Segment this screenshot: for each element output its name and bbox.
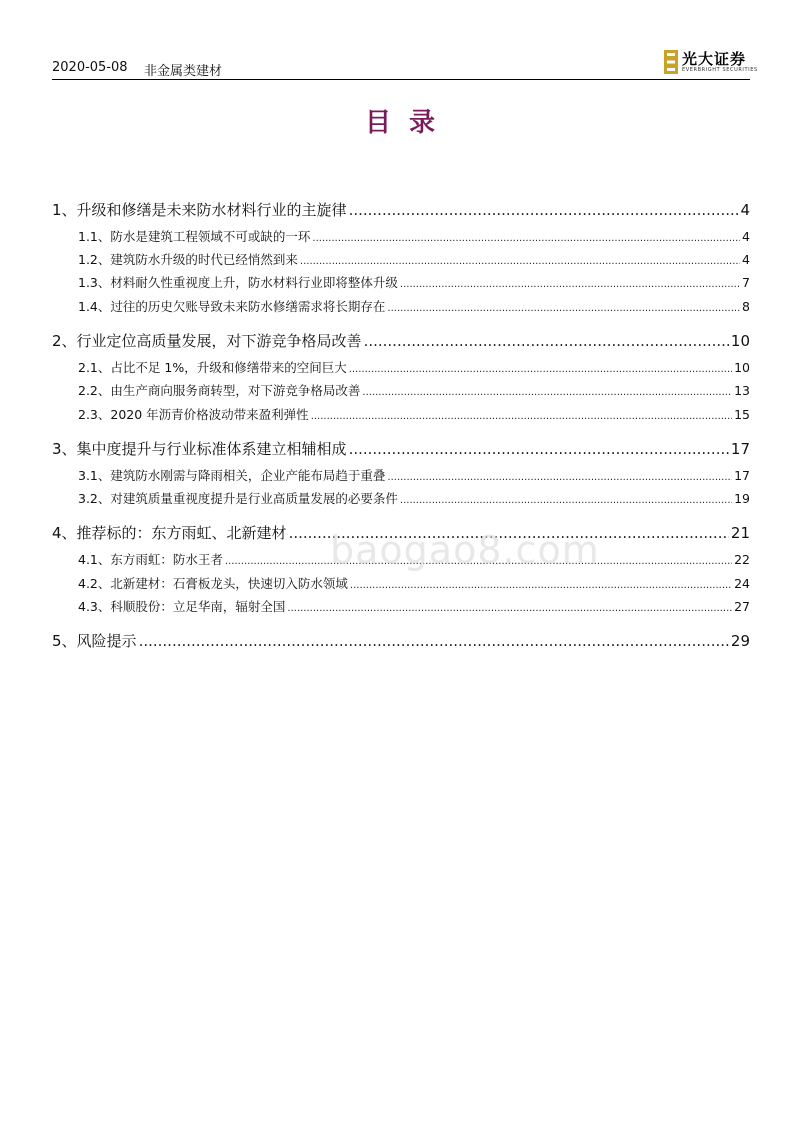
toc-entry-1-4[interactable] — [78, 297, 750, 315]
toc-page: 7 — [742, 275, 750, 290]
header-divider — [52, 79, 750, 80]
toc-number: 1.2、 — [78, 252, 111, 267]
toc-text: 对建筑质量重视度提升是行业高质量发展的必要条件 — [110, 491, 398, 506]
toc-leader-dots — [400, 279, 740, 290]
page-header — [52, 58, 750, 78]
toc-number: 4、 — [52, 524, 77, 542]
toc-number: 2.2、 — [78, 383, 111, 398]
toc-leader-dots — [362, 387, 732, 398]
toc-text: 集中度提升与行业标准体系建立相辅相成 — [76, 440, 347, 458]
everbright-logo-icon — [664, 50, 678, 74]
toc-entry-1[interactable] — [52, 199, 750, 220]
toc-text: 风险提示 — [76, 632, 137, 650]
toc-entry-2-1[interactable] — [78, 358, 750, 376]
toc-entry-3-2[interactable] — [78, 489, 750, 507]
toc-page: 4 — [742, 229, 750, 244]
toc-text: 防水是建筑工程领域不可或缺的一环 — [110, 229, 311, 244]
page-title: 目录 — [364, 108, 453, 138]
toc-page: 4 — [742, 252, 750, 267]
toc-entry-3[interactable] — [52, 438, 750, 459]
toc-entry-2-3[interactable] — [78, 405, 750, 423]
everbright-logo — [664, 48, 758, 78]
toc-page: 15 — [734, 407, 750, 422]
toc-text: 占比不足 1%，升级和修缮带来的空间巨大 — [110, 360, 347, 375]
toc-number: 1、 — [52, 201, 77, 219]
toc-page: 8 — [742, 299, 750, 314]
toc-leader-dots — [350, 580, 732, 591]
header-date: 2020-05-08 — [52, 60, 128, 75]
toc-entry-5[interactable] — [52, 630, 750, 651]
toc-leader-dots — [312, 233, 740, 244]
toc-page: 27 — [734, 599, 750, 614]
toc-leader-dots — [349, 364, 732, 375]
toc-page: 19 — [734, 491, 750, 506]
toc-text: 东方雨虹：防水王者 — [110, 552, 223, 567]
toc-entry-4-3[interactable] — [78, 597, 750, 615]
toc-page: 10 — [734, 360, 750, 375]
toc-leader-dots — [139, 632, 729, 650]
toc-page: 17 — [734, 468, 750, 483]
toc-leader-dots — [387, 303, 740, 314]
toc-text: 由生产商向服务商转型，对下游竞争格局改善 — [110, 383, 361, 398]
toc-text: 建筑防水刚需与降雨相关，企业产能布局趋于重叠 — [110, 468, 386, 483]
toc-text: 科顺股份：立足华南，辐射全国 — [110, 599, 286, 614]
toc-number: 4.1、 — [78, 552, 111, 567]
toc-entry-1-2[interactable] — [78, 250, 750, 268]
logo-chinese-text: 光大证券 — [682, 50, 747, 68]
toc-text: 建筑防水升级的时代已经悄然到来 — [110, 252, 298, 267]
toc-number: 5、 — [52, 632, 77, 650]
toc-number: 2、 — [52, 332, 77, 350]
toc-page: 29 — [730, 632, 750, 650]
toc-number: 1.1、 — [78, 229, 111, 244]
toc-entry-3-1[interactable] — [78, 466, 750, 484]
toc-entry-2-2[interactable] — [78, 381, 750, 399]
toc-number: 4.3、 — [78, 599, 111, 614]
watermark-text: baogao8.com — [330, 528, 600, 572]
toc-number: 3、 — [52, 440, 77, 458]
toc-page: 21 — [730, 524, 750, 542]
toc-page: 10 — [730, 332, 750, 350]
toc-page: 24 — [734, 576, 750, 591]
toc-leader-dots — [400, 495, 732, 506]
toc-number: 2.3、 — [78, 407, 111, 422]
toc-entry-4-2[interactable] — [78, 574, 750, 592]
toc-number: 1.3、 — [78, 275, 111, 290]
toc-entry-1-1[interactable] — [78, 227, 750, 245]
toc-text: 升级和修缮是未来防水材料行业的主旋律 — [76, 201, 347, 219]
toc-text: 推荐标的：东方雨虹、北新建材 — [76, 524, 287, 542]
toc-text: 北新建材：石膏板龙头，快速切入防水领域 — [110, 576, 348, 591]
toc-number: 2.1、 — [78, 360, 111, 375]
toc-text: 材料耐久性重视度上升，防水材料行业即将整体升级 — [110, 275, 398, 290]
toc-text: 行业定位高质量发展，对下游竞争格局改善 — [76, 332, 362, 350]
toc-page: 17 — [730, 440, 750, 458]
toc-text: 2020 年沥青价格波动带来盈利弹性 — [110, 407, 309, 422]
toc-leader-dots — [349, 201, 739, 219]
toc-number: 3.2、 — [78, 491, 111, 506]
toc-entry-2[interactable] — [52, 330, 750, 351]
logo-english-text: EVERBRIGHT SECURITIES — [682, 67, 758, 73]
toc-text: 过往的历史欠账导致未来防水修缮需求将长期存在 — [110, 299, 386, 314]
toc-number: 3.1、 — [78, 468, 111, 483]
toc-page: 4 — [740, 201, 750, 219]
toc-number: 1.4、 — [78, 299, 111, 314]
toc-entry-1-3[interactable] — [78, 273, 750, 291]
toc-leader-dots — [349, 440, 729, 458]
toc-leader-dots — [287, 603, 732, 614]
toc-leader-dots — [387, 472, 732, 483]
header-sector: 非金属类建材 — [144, 64, 223, 79]
toc-leader-dots — [364, 332, 729, 350]
toc-page: 13 — [734, 383, 750, 398]
toc-number: 4.2、 — [78, 576, 111, 591]
toc-leader-dots — [311, 411, 732, 422]
toc-page: 22 — [734, 552, 750, 567]
toc-leader-dots — [300, 256, 740, 267]
